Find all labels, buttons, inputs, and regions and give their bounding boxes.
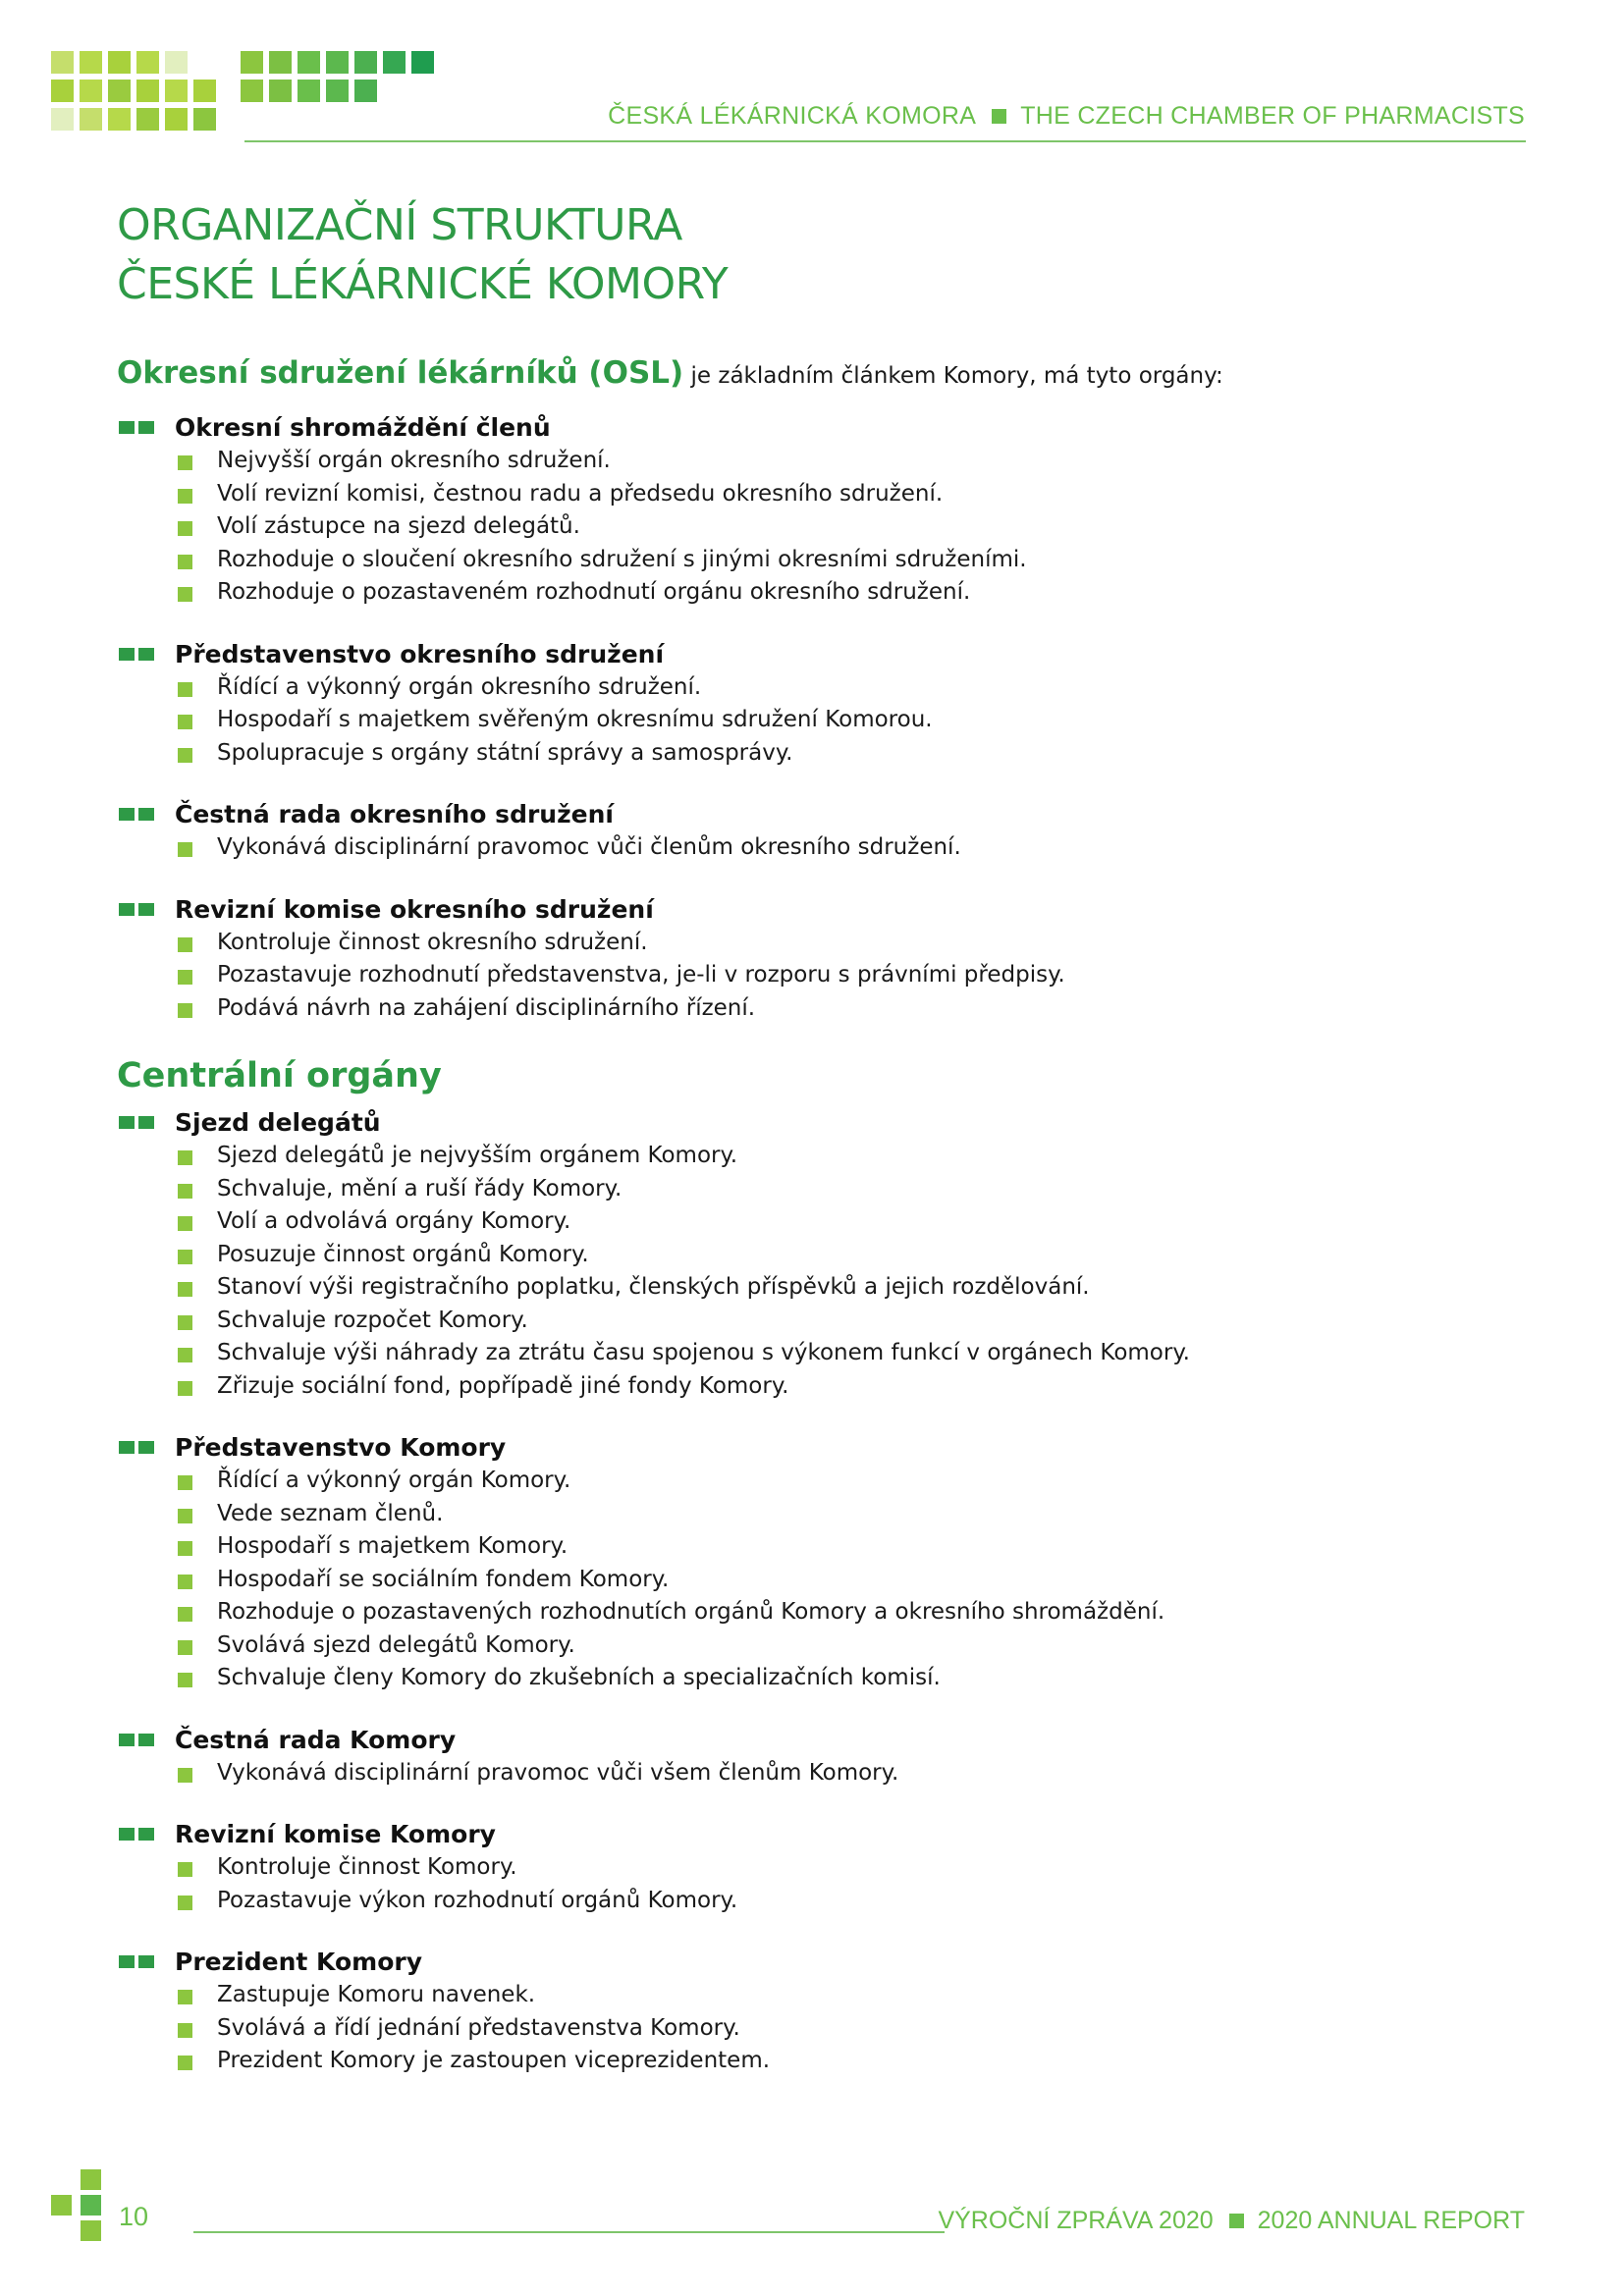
list-item: Volí zástupce na sjezd delegátů. (178, 510, 1393, 544)
organ-duties-list (117, 1851, 1393, 1917)
list-item: Spolupracuje s orgány státní správy a samosprávy. (178, 737, 1393, 771)
organ-block (117, 892, 1393, 1026)
list-item: Schvaluje, mění a ruší řády Komory. (178, 1173, 1393, 1206)
osl-intro (117, 355, 1393, 410)
double-square-bullet-icon (119, 1734, 155, 1746)
organ-duties-list (117, 1140, 1393, 1403)
organ-title-text: Představenstvo okresního sdružení (175, 639, 665, 668)
logo-mosaic (51, 51, 463, 145)
list-item: Hospodaří se sociálním fondem Komory. (178, 1564, 1393, 1597)
organ-title (117, 1945, 1393, 1979)
list-item: Vykonává disciplinární pravomoc vůči všem členům Komory. (178, 1757, 1393, 1790)
double-square-bullet-icon (119, 903, 155, 916)
organ-duties-list (117, 671, 1393, 771)
organ-title (117, 637, 1393, 671)
organ-block (117, 1723, 1393, 1790)
list-item: Schvaluje výši náhrady za ztrátu času spojenou s výkonem funkcí v orgánech Komory. (178, 1337, 1393, 1370)
list-item: Nejvyšší orgán okresního sdružení. (178, 445, 1393, 478)
page-title (117, 196, 728, 314)
main-content (117, 355, 1393, 2106)
organ-title (117, 1105, 1393, 1140)
organ-title-text: Čestná rada Komory (175, 1725, 457, 1754)
list-item: Vede seznam členů. (178, 1498, 1393, 1531)
header-org-cz: ČESKÁ LÉKÁRNICKÁ KOMORA (608, 102, 977, 130)
list-item: Posuzuje činnost orgánů Komory. (178, 1239, 1393, 1272)
double-square-bullet-icon (119, 1441, 155, 1454)
footer-report (938, 2207, 1525, 2235)
list-item: Rozhoduje o sloučení okresního sdružení s jinými okresními sdruženími. (178, 544, 1393, 577)
double-square-bullet-icon (119, 808, 155, 821)
organ-title-text: Představenstvo Komory (175, 1433, 507, 1462)
organ-title (117, 1817, 1393, 1851)
organ-title-text: Čestná rada okresního sdružení (175, 800, 614, 828)
osl-intro-heading: Okresní sdružení lékárníků (OSL) (117, 355, 684, 391)
page-title-line-2: ČESKÉ LÉKÁRNICKÉ KOMORY (117, 259, 729, 309)
list-item: Svolává sjezd delegátů Komory. (178, 1629, 1393, 1663)
organ-block (117, 797, 1393, 865)
list-item: Podává návrh na zahájení disciplinárního řízení. (178, 992, 1393, 1026)
header-org-en: THE CZECH CHAMBER OF PHARMACISTS (1020, 102, 1525, 130)
list-item: Svolává a řídí jednání představenstva Komory. (178, 2012, 1393, 2046)
organ-title (117, 1723, 1393, 1757)
list-item: Rozhoduje o pozastaveném rozhodnutí orgánu okresního sdružení. (178, 576, 1393, 610)
osl-organs-list (117, 410, 1393, 1025)
list-item: Hospodaří s majetkem Komory. (178, 1530, 1393, 1564)
organ-title-text: Prezident Komory (175, 1948, 422, 1976)
page-number: 10 (119, 2202, 149, 2231)
organ-block (117, 1817, 1393, 1917)
list-item: Schvaluje členy Komory do zkušebních a specializačních komisí. (178, 1662, 1393, 1695)
organ-duties-list (117, 927, 1393, 1026)
organ-block (117, 410, 1393, 610)
organ-block (117, 637, 1393, 771)
double-square-bullet-icon (119, 1828, 155, 1841)
footer-logo-mosaic (51, 2169, 110, 2263)
organ-duties-list (117, 445, 1393, 610)
list-item: Prezident Komory je zastoupen viceprezidentem. (178, 2045, 1393, 2078)
list-item: Řídící a výkonný orgán okresního sdružení. (178, 671, 1393, 705)
list-item: Pozastavuje rozhodnutí představenstva, je-li v rozporu s právními předpisy. (178, 959, 1393, 992)
organ-block (117, 1430, 1393, 1695)
header-organization (608, 102, 1525, 131)
list-item: Sjezd delegátů je nejvyšším orgánem Komory. (178, 1140, 1393, 1173)
list-item: Kontroluje činnost Komory. (178, 1851, 1393, 1885)
organ-duties-list (117, 831, 1393, 865)
central-organs-list (117, 1105, 1393, 2078)
double-square-bullet-icon (119, 421, 155, 434)
list-item: Volí revizní komisi, čestnou radu a předsedu okresního sdružení. (178, 478, 1393, 511)
double-square-bullet-icon (119, 648, 155, 661)
organ-duties-list (117, 1465, 1393, 1695)
list-item: Rozhoduje o pozastavených rozhodnutích orgánů Komory a okresního shromáždění. (178, 1596, 1393, 1629)
organ-title (117, 410, 1393, 445)
central-organs-heading: Centrální orgány (117, 1056, 442, 1095)
organ-title-text: Sjezd delegátů (175, 1108, 381, 1137)
list-item: Řídící a výkonný orgán Komory. (178, 1465, 1393, 1498)
organ-block (117, 1945, 1393, 2078)
footer-report-cz: VÝROČNÍ ZPRÁVA 2020 (938, 2207, 1214, 2234)
organ-duties-list (117, 1979, 1393, 2078)
footer-divider (193, 2231, 945, 2233)
list-item: Stanoví výši registračního poplatku, členských příspěvků a jejich rozdělování. (178, 1271, 1393, 1305)
double-square-bullet-icon (119, 1955, 155, 1968)
organ-block (117, 1105, 1393, 1403)
footer-separator-square (1229, 2214, 1244, 2228)
double-square-bullet-icon (119, 1116, 155, 1129)
header-separator-square (992, 109, 1006, 124)
list-item: Zastupuje Komoru navenek. (178, 1979, 1393, 2012)
organ-title (117, 797, 1393, 831)
organ-duties-list (117, 1757, 1393, 1790)
list-item: Pozastavuje výkon rozhodnutí orgánů Komory. (178, 1885, 1393, 1918)
list-item: Vykonává disciplinární pravomoc vůči členům okresního sdružení. (178, 831, 1393, 865)
footer-report-en: 2020 ANNUAL REPORT (1257, 2207, 1525, 2234)
organ-title (117, 1430, 1393, 1465)
list-item: Hospodaří s majetkem svěřeným okresnímu sdružení Komorou. (178, 704, 1393, 737)
organ-title-text: Revizní komise Komory (175, 1820, 496, 1848)
page-title-line-1: ORGANIZAČNÍ STRUKTURA (117, 200, 682, 250)
header-divider (244, 140, 1526, 142)
list-item: Kontroluje činnost okresního sdružení. (178, 927, 1393, 960)
list-item: Schvaluje rozpočet Komory. (178, 1305, 1393, 1338)
list-item: Zřizuje sociální fond, popřípadě jiné fondy Komory. (178, 1370, 1393, 1404)
organ-title-text: Okresní shromáždění členů (175, 413, 551, 442)
osl-intro-text: je základním článkem Komory, má tyto orgány: (683, 363, 1223, 389)
organ-title (117, 892, 1393, 927)
list-item: Volí a odvolává orgány Komory. (178, 1205, 1393, 1239)
organ-title-text: Revizní komise okresního sdružení (175, 894, 654, 924)
